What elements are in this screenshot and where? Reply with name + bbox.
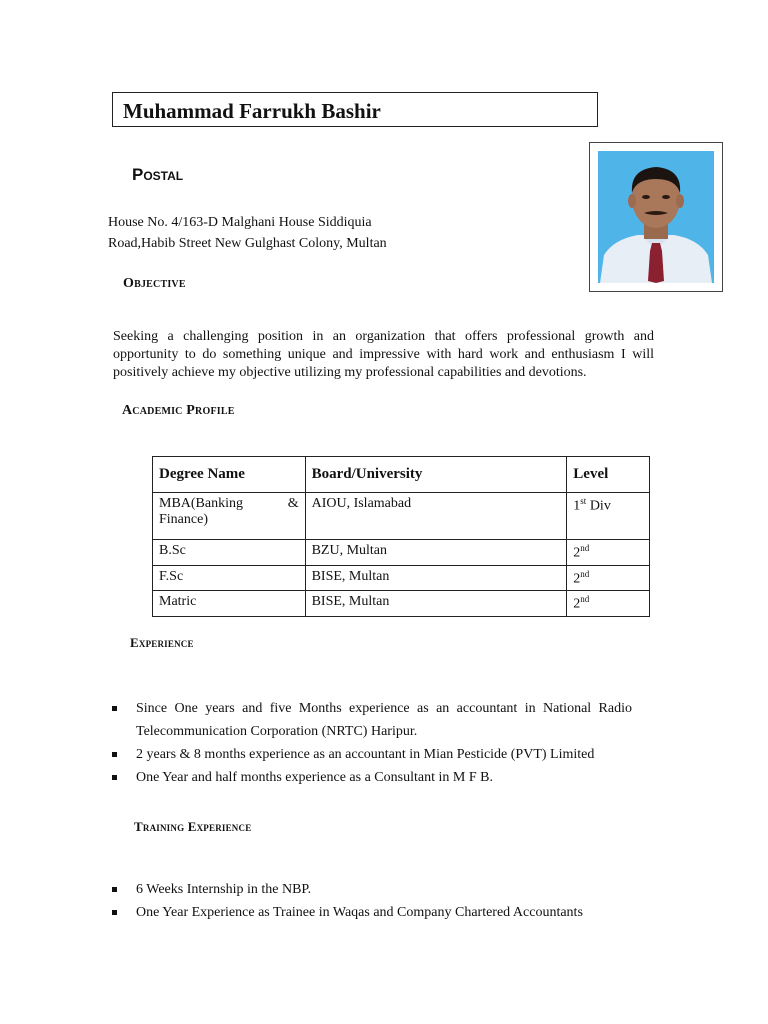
degree-cell xyxy=(153,493,306,540)
section-heading-training-experience: Training Experience xyxy=(134,819,252,834)
section-heading-postal: Postal xyxy=(132,165,184,184)
portrait-illustration xyxy=(598,151,714,283)
table-row xyxy=(153,565,650,591)
level-suffix: st xyxy=(580,496,587,506)
level-cell xyxy=(567,591,650,617)
board-cell: BZU, Multan xyxy=(305,540,567,566)
level-cell xyxy=(567,565,650,591)
section-heading-academic-profile: Academic Profile xyxy=(122,403,235,418)
level-suffix: nd xyxy=(580,543,590,553)
column-header-degree: Degree Name xyxy=(153,457,306,493)
section-heading-objective: Objective xyxy=(123,276,186,291)
column-header-board: Board/University xyxy=(305,457,567,493)
square-bullet-icon xyxy=(112,910,117,915)
level-suffix: nd xyxy=(580,594,590,605)
board-cell: AIOU, Islamabad xyxy=(305,493,567,540)
degree-cell: B.Sc xyxy=(153,540,306,566)
list-item xyxy=(112,743,632,766)
section-heading-experience: Experience xyxy=(130,635,194,650)
training-item-text: One Year Experience as Trainee in Waqas and Company Chartered Accountants xyxy=(136,905,583,920)
experience-item-text: One Year and half months experience as a Consultant in M F B. xyxy=(136,770,493,785)
degree-cell: F.Sc xyxy=(153,565,306,591)
degree-text-part: Finance) xyxy=(159,512,208,527)
board-cell: BISE, Multan xyxy=(305,591,567,617)
degree-text-part: MBA(Banking xyxy=(159,496,243,511)
training-list xyxy=(112,878,632,924)
level-cell xyxy=(567,540,650,566)
degree-cell: Matric xyxy=(153,591,306,617)
column-header-level: Level xyxy=(567,457,650,493)
profile-photo xyxy=(598,151,714,283)
level-cell xyxy=(567,493,650,540)
table-row xyxy=(153,493,650,540)
table-header-row xyxy=(153,457,650,493)
candidate-name: Muhammad Farrukh Bashir xyxy=(123,99,381,123)
list-item xyxy=(112,766,632,789)
address-line-1: House No. 4/163-D Malghani House Siddiquia xyxy=(108,215,372,230)
table-row xyxy=(153,540,650,566)
square-bullet-icon xyxy=(112,706,117,711)
table-row xyxy=(153,591,650,617)
list-item xyxy=(112,901,632,924)
address-line-2: Road,Habib Street New Gulghast Colony, Multan xyxy=(108,236,387,251)
square-bullet-icon xyxy=(112,775,117,780)
name-heading-box xyxy=(112,92,598,127)
postal-address xyxy=(108,212,387,254)
square-bullet-icon xyxy=(112,887,117,892)
objective-paragraph: Seeking a challenging position in an organization that offers professional growth and opportunity to do something unique and impressive with hard work and enthusiasm I will positively achieve my objective utilizing my professional capabilities and devotions. xyxy=(113,329,654,380)
experience-item-text: 2 years & 8 months experience as an accountant in Mian Pesticide (PVT) Limited xyxy=(136,747,595,762)
level-suffix: nd xyxy=(580,568,590,579)
list-item xyxy=(112,697,632,743)
experience-list xyxy=(112,697,632,789)
profile-photo-frame xyxy=(589,142,723,292)
list-item xyxy=(112,878,632,901)
experience-item-text: Since One years and five Months experience as an accountant in National Radio Telecommunication Corporation (NRTC) Haripur. xyxy=(136,701,632,739)
level-division: Div xyxy=(586,498,611,514)
level-number: 2 xyxy=(573,596,581,612)
degree-text-part: & xyxy=(287,496,299,511)
board-cell: BISE, Multan xyxy=(305,565,567,591)
square-bullet-icon xyxy=(112,752,117,757)
training-item-text: 6 Weeks Internship in the NBP. xyxy=(136,882,312,897)
level-number: 2 xyxy=(573,571,581,587)
level-number: 1 xyxy=(573,498,581,514)
academic-profile-table xyxy=(152,456,650,617)
level-number: 2 xyxy=(573,545,581,561)
